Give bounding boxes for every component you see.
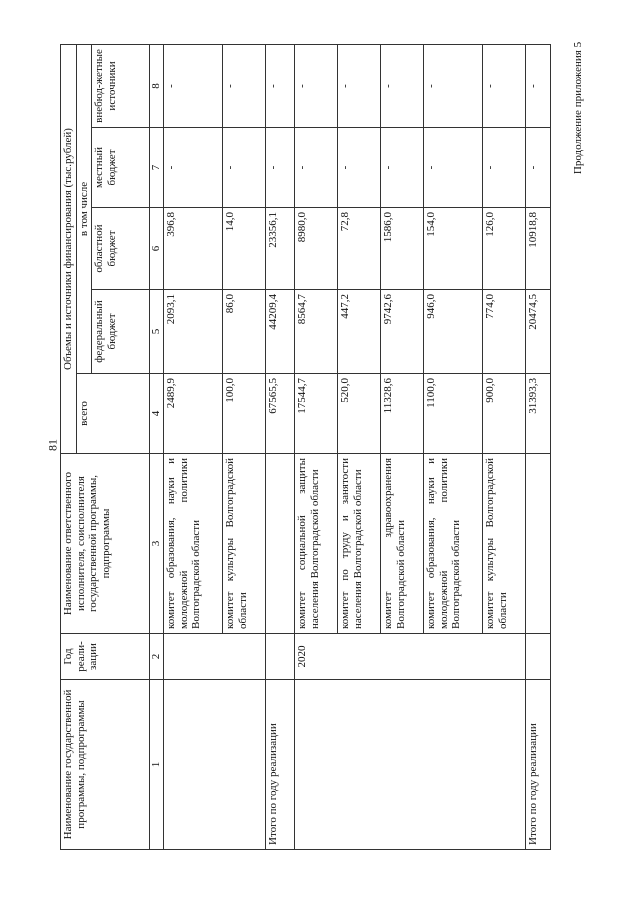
cell-executor: комитет культуры Волгоградской области: [482, 454, 525, 634]
cell-extra: -: [423, 44, 482, 127]
cell-program: [294, 680, 337, 850]
cell-executor: комитет здравоохранения Волгоградской области: [380, 454, 423, 634]
cell-executor: комитет социальной защиты населения Волгоградской области: [294, 454, 337, 634]
cell-executor: комитет по труду и занятости населения Волгоградской области: [337, 454, 380, 634]
cell-executor: комитет образования, науки и молодежной политики Волгоградской области: [423, 454, 482, 634]
cell-federal: 946,0: [423, 290, 482, 374]
cell-year: [423, 634, 482, 680]
cell-program: [423, 680, 482, 850]
table-row-total: [265, 44, 294, 849]
table-row: [222, 44, 265, 849]
cell-program: [222, 680, 265, 850]
cell-local: -: [423, 128, 482, 208]
table-row: [337, 44, 380, 849]
cell-regional: 126,0: [482, 208, 525, 290]
cell-extra: -: [337, 44, 380, 127]
cell-program: [337, 680, 380, 850]
cell-executor: комитет культуры Волгоградской области: [222, 454, 265, 634]
cell-extra: -: [525, 44, 550, 127]
col-number: 7: [150, 128, 164, 208]
cell-regional: 154,0: [423, 208, 482, 290]
header-federal: федеральный бюджет: [92, 290, 150, 374]
cell-year: [482, 634, 525, 680]
header-program: Наименование государственной программы, подпрограммы: [61, 680, 150, 850]
cell-regional: 72,8: [337, 208, 380, 290]
cell-total: 67565,5: [265, 374, 294, 454]
funding-table: [60, 44, 551, 850]
cell-local: -: [380, 128, 423, 208]
cell-regional: 23356,1: [265, 208, 294, 290]
cell-year: [222, 634, 265, 680]
cell-year: [525, 634, 550, 680]
cell-executor: [265, 454, 294, 634]
cell-executor: комитет образования, науки и молодежной политики Волгоградской области: [163, 454, 222, 634]
cell-regional: 396,8: [163, 208, 222, 290]
cell-program: Итого по году реализации: [525, 680, 550, 850]
cell-program: Итого по году реализации: [265, 680, 294, 850]
cell-year: [265, 634, 294, 680]
header-local: местный бюджет: [92, 128, 150, 208]
cell-total: 1100,0: [423, 374, 482, 454]
header-regional: областной бюджет: [92, 208, 150, 290]
table-row-total: [525, 44, 550, 849]
table-row: [482, 44, 525, 849]
cell-extra: -: [222, 44, 265, 127]
cell-total: 900,0: [482, 374, 525, 454]
cell-program: [163, 680, 222, 850]
cell-regional: 8980,0: [294, 208, 337, 290]
col-number: 5: [150, 290, 164, 374]
cell-total: 17544,7: [294, 374, 337, 454]
cell-local: -: [222, 128, 265, 208]
cell-local: -: [482, 128, 525, 208]
cell-regional: 1586,0: [380, 208, 423, 290]
table-row: [423, 44, 482, 849]
cell-federal: 86,0: [222, 290, 265, 374]
cell-extra: -: [482, 44, 525, 127]
cell-regional: 14,0: [222, 208, 265, 290]
col-number: 8: [150, 44, 164, 127]
cell-total: 100,0: [222, 374, 265, 454]
cell-year: 2020: [294, 634, 337, 680]
cell-total: 31393,3: [525, 374, 550, 454]
rotated-table-area: [60, 45, 580, 850]
col-number: 3: [150, 454, 164, 634]
cell-local: -: [337, 128, 380, 208]
cell-federal: 8564,7: [294, 290, 337, 374]
cell-federal: 20474,5: [525, 290, 550, 374]
header-extra: внебюд-жетные источники: [92, 44, 150, 127]
header-year: Год реали-зации: [61, 634, 150, 680]
cell-local: -: [163, 128, 222, 208]
header-total: всего: [76, 374, 150, 454]
cell-federal: 2093,1: [163, 290, 222, 374]
cell-year: [380, 634, 423, 680]
cell-extra: -: [163, 44, 222, 127]
col-number: 1: [150, 680, 164, 850]
cell-federal: 9742,6: [380, 290, 423, 374]
cell-federal: 44209,4: [265, 290, 294, 374]
header-including: в том числе: [76, 44, 92, 373]
continuation-note: Продолжение приложения 5: [572, 41, 584, 175]
cell-year: [337, 634, 380, 680]
col-number: 6: [150, 208, 164, 290]
cell-local: -: [265, 128, 294, 208]
cell-total: 2489,9: [163, 374, 222, 454]
table-row: [380, 44, 423, 849]
table-row: [163, 44, 222, 849]
cell-program: [482, 680, 525, 850]
cell-total: 11328,6: [380, 374, 423, 454]
cell-extra: -: [380, 44, 423, 127]
cell-executor: [525, 454, 550, 634]
col-number: 2: [150, 634, 164, 680]
cell-federal: 774,0: [482, 290, 525, 374]
col-number: 4: [150, 374, 164, 454]
cell-regional: 10918,8: [525, 208, 550, 290]
header-executor: Наименование ответственного исполнителя, соисполнителя государственной программы, подпрограммы: [61, 454, 150, 634]
cell-federal: 447,2: [337, 290, 380, 374]
cell-local: -: [294, 128, 337, 208]
table-row: [294, 44, 337, 849]
cell-local: -: [525, 128, 550, 208]
cell-extra: -: [294, 44, 337, 127]
cell-program: [380, 680, 423, 850]
page-number: 81: [45, 439, 60, 451]
header-funding: Объемы и источники финансирования (тыс.рублей): [61, 44, 77, 453]
cell-total: 520,0: [337, 374, 380, 454]
cell-extra: -: [265, 44, 294, 127]
cell-year: [163, 634, 222, 680]
